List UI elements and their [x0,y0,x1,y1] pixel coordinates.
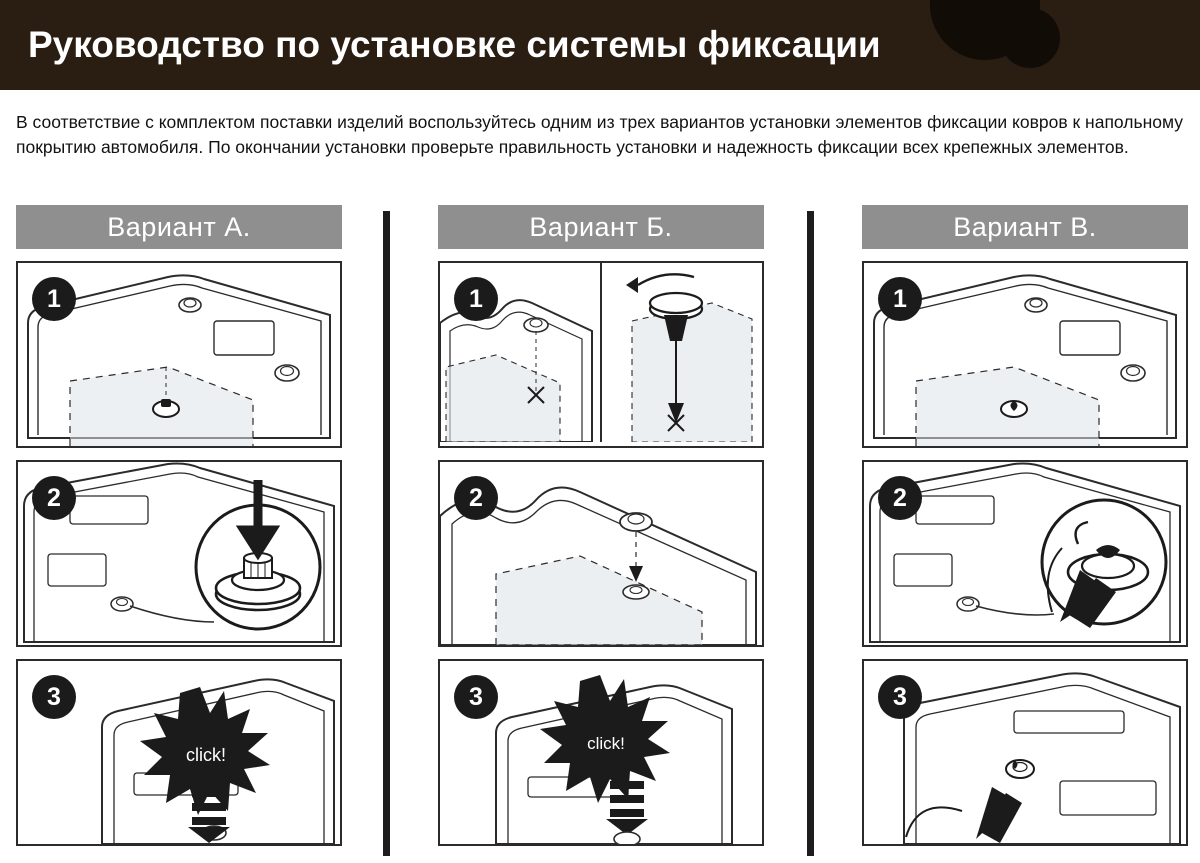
variant-b-step-1-panel [438,261,764,448]
variant-column-c [862,205,1188,846]
variant-c-step-3-panel [862,659,1188,846]
variant-b-step-1-left [440,263,600,442]
click-label: click! [186,745,226,765]
variant-a-step-1-panel [16,261,342,448]
variant-column-a [16,205,342,846]
step-badge: 3 [32,675,76,719]
header-decoration-circle-small [1000,8,1060,68]
variant-b-title: Вариант Б. [438,205,764,249]
variant-a-step-2-panel [16,460,342,647]
variant-b-step-1-right [600,263,762,442]
column-divider-2 [807,211,814,856]
column-divider-1 [383,211,390,856]
intro-paragraph: В соответствие с комплектом поставки изделий воспользуйтесь одним из трех вариантов установки элементов фиксации ковров к напольному покрытию автомобиля. По окончании установки проверьте правильность установки и надежность фиксации всех крепежных элементов. [16,112,1183,157]
step-badge: 2 [32,476,76,520]
variant-a-title: Вариант А. [16,205,342,249]
variant-c-step-1-panel [862,261,1188,448]
variant-b-step-3-panel [438,659,764,846]
click-label: click! [587,734,625,753]
variant-c-title: Вариант В. [862,205,1188,249]
variant-c-step-2-panel [862,460,1188,647]
step-badge: 3 [454,675,498,719]
variant-a-step-3-panel [16,659,342,846]
variants-container [0,205,1200,863]
step-badge: 1 [454,277,498,321]
step-badge: 3 [878,675,922,719]
step-badge: 1 [32,277,76,321]
step-badge: 1 [878,277,922,321]
variant-column-b [438,205,764,846]
page-header [0,0,1200,90]
step-badge: 2 [454,476,498,520]
step-badge: 2 [878,476,922,520]
illustration-screw-rotation [602,263,760,442]
variant-b-step-2-panel [438,460,764,647]
page-title: Руководство по установке системы фиксации [28,24,881,65]
